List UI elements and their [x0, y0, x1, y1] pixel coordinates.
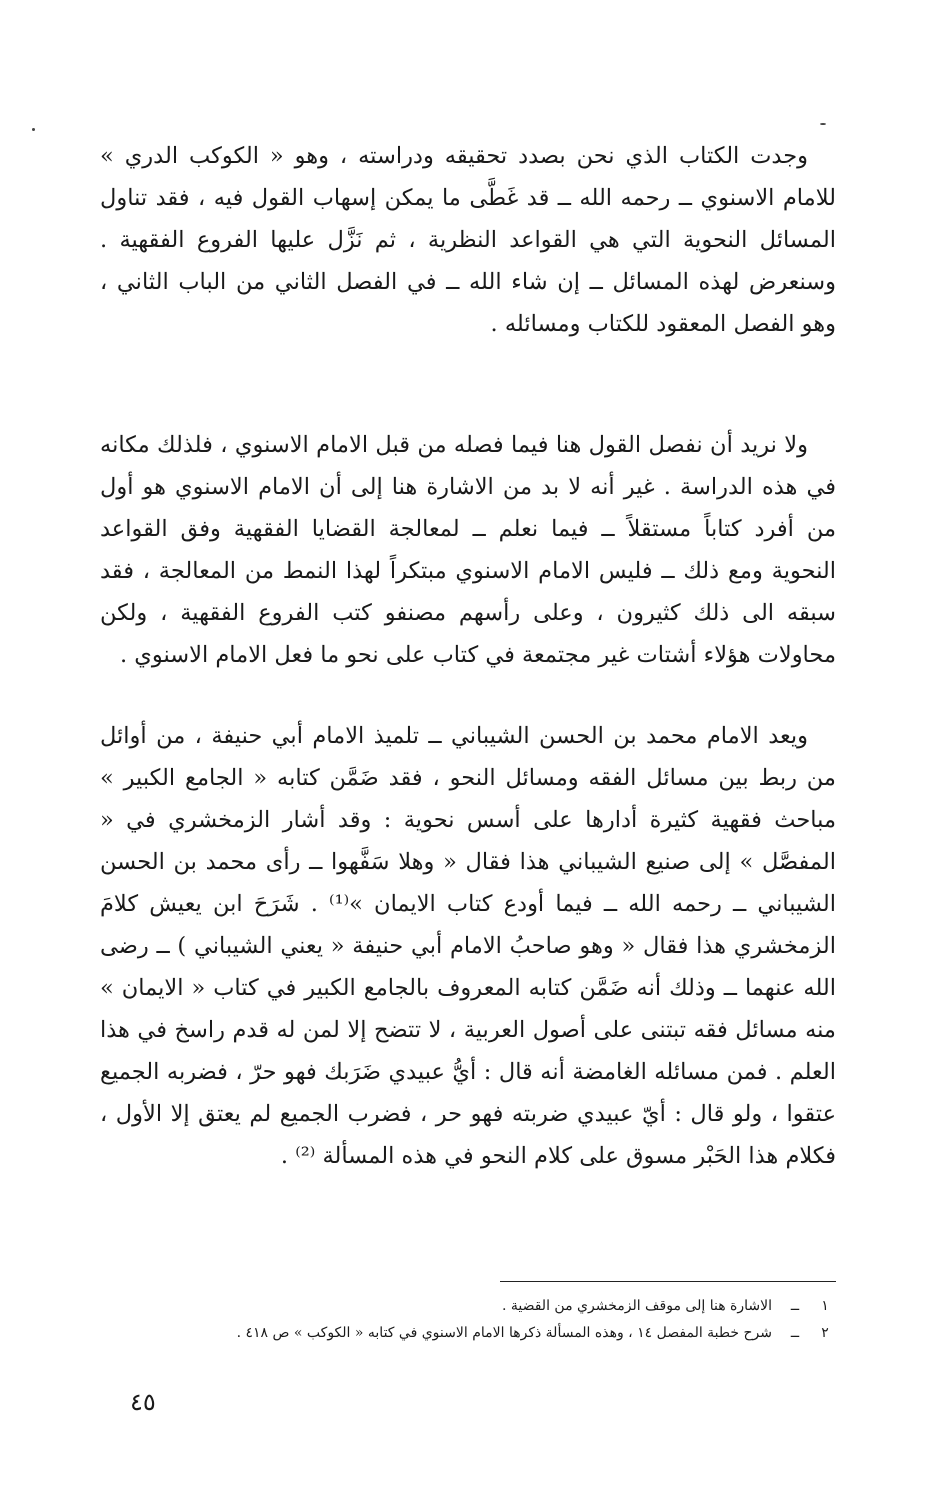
footnote-1-dash: ــ — [790, 1298, 800, 1314]
paragraph-3-text: ويعد الامام محمد بن الحسن الشيباني ــ تلميذ الامام أبي حنيفة ، من أوائل من ربط بين مسائل الفقه ومسائل النحو ، فقد ضَمَّن كتابه « الجامع الكبير » مباحث فقهية كثيرة أدارها على أسس نحوية : وقد أشار الزمخشري في « المفصَّل » إلى صنيع الشيباني هذا فقال « وهلا سَفَّهوا ــ رأى محمد بن الحسن الشيباني ــ رحمه الله ــ فيما أودع كتاب الايمان »⁽¹⁾ . شَرَحَ ابن يعيش كلامَ الزمخشري هذا فقال « وهو صاحبُ الامام أبي حنيفة « يعني الشيباني ) ــ رضى الله عنهما ــ وذلك أنه ضَمَّن كتابه المعروف بالجامع الكبير في كتاب « الايمان » منه مسائل فقه تبتنى على أصول العربية ، لا تتضح إلا لمن له قدم راسخ في هذا العلم . فمن مسائله الغامضة أنه قال : أيُّ عبيدي ضَرَبك فهو حرّ ، فضربه الجميع عتقوا ، ولو قال : أيّ عبيدي ضربته فهو حر ، فضرب الجميع لم يعتق إلا الأول ، فكلام هذا الحَبْر مسوق على كلام النحو في هذه المسألة ⁽²⁾ . — [100, 723, 836, 1169]
paragraph-1-text: وجدت الكتاب الذي نحن بصدد تحقيقه ودراسته ، وهو « الكوكب الدري » للامام الاسنوي ــ رحمه الله ــ قد غَطَّى ما يمكن إسهاب القول فيه ، فقد تناول المسائل النحوية التي هي القواعد النظرية ، ثم نَزَّل عليها الفروع الفقهية . وسنعرض لهذه المسائل ــ إن شاء الله ــ في الفصل الثاني من الباب الثاني ، وهو الفصل المعقود للكتاب ومسائله . — [100, 143, 836, 337]
paragraph-2-text: ولا نريد أن نفصل القول هنا فيما فصله من قبل الامام الاسنوي ، فلذلك مكانه في هذه الدراسة . غير أنه لا بد من الاشارة هنا إلى أن الامام الاسنوي هو أول من أفرد كتاباً مستقلاً ــ فيما نعلم ــ لمعالجة القضايا الفقهية وفق القواعد النحوية ومع ذلك ــ فليس الامام الاسنوي مبتكراً لهذا النمط من المعالجة ، فقد سبقه الى ذلك كثيرون ، وعلى رأسهم مصنفو كتب الفروع الفقهية ، ولكن محاولات هؤلاء أشتات غير مجتمعة في كتاب على نحو ما فعل الامام الاسنوي . — [100, 432, 836, 668]
footnote-1-text: الاشارة هنا إلى موقف الزمخشري من القضية . — [501, 1298, 772, 1314]
footnote-2-number: ٢ — [821, 1325, 829, 1341]
footnotes — [100, 1293, 836, 1347]
paragraph-1 — [100, 135, 836, 345]
footnote-divider — [500, 1281, 836, 1282]
page-number: ٤٥ — [130, 1388, 156, 1416]
footnote-2-dash: ــ — [790, 1325, 800, 1341]
footnote-1-number: ١ — [821, 1298, 829, 1314]
footnote-2-text: شرح خطبة المفصل ١٤ ، وهذه المسألة ذكرها الامام الاسنوي في كتابه « الكوكب » ص ٤١٨ . — [236, 1325, 772, 1341]
footnote-1 — [100, 1293, 836, 1320]
scan-speck — [820, 123, 826, 125]
paragraph-3 — [100, 715, 836, 1177]
scan-speck — [32, 128, 35, 131]
footnote-2 — [100, 1320, 836, 1347]
paragraph-2 — [100, 424, 836, 676]
